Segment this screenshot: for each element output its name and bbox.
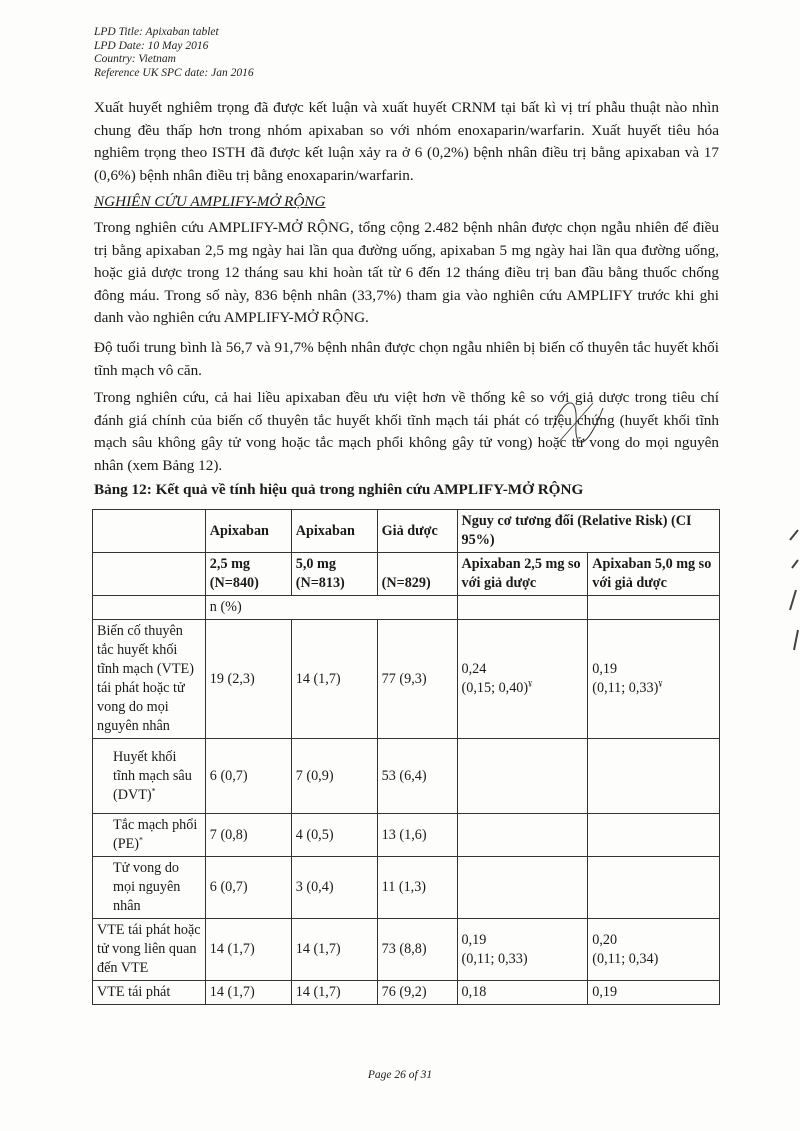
results-table <box>92 509 720 1005</box>
row-label: VTE tái phát hoặc tử vong liên quan đến VTE <box>93 919 206 981</box>
unit-label: n (%) <box>205 596 457 620</box>
cell-rr-50 <box>588 857 720 919</box>
cell-apixaban-50: 7 (0,9) <box>291 739 377 814</box>
cell-rr-25 <box>457 814 588 857</box>
cell-rr-25: 0,19 (0,11; 0,33) <box>457 919 588 981</box>
table-row <box>93 620 720 739</box>
cell-placebo: 53 (6,4) <box>377 739 457 814</box>
subheader-placebo: (N=829) <box>377 553 457 596</box>
cell-rr-25: 0,24 (0,15; 0,40)¥ <box>457 620 588 739</box>
paragraph-demographics: Độ tuổi trung bình là 56,7 và 91,7% bệnh nhân được chọn ngẫu nhiên bị biến cố thuyên tắc huyết khối tĩnh mạch vô căn. <box>94 339 719 379</box>
cell-placebo: 77 (9,3) <box>377 620 457 739</box>
header-relative-risk: Nguy cơ tương đối (Relative Risk) (CI 95%) <box>457 510 719 553</box>
page-number: Page 26 of 31 <box>367 1069 433 1081</box>
paragraph-study-design: Trong nghiên cứu AMPLIFY-MỞ RỘNG, tổng cộng 2.482 bệnh nhân được chọn ngẫu nhiên để điều trị bằng apixaban 2,5 mg ngày hai lần qua đường uống, apixaban 5 mg ngày hai lần qua đường uống, hoặc giả dược trong 12 tháng sau khi hoàn tất từ 6 đến 12 tháng điều trị ban đầu bằng thuốc chống đông máu. Trong số này, 836 bệnh nhân (33,7%) tham gia vào nghiên cứu AMPLIFY trước khi ghi danh vào nghiên cứu AMPLIFY-MỞ RỘNG. <box>94 219 719 326</box>
subheader-apixaban-25: 2,5 mg (N=840) <box>205 553 291 596</box>
paragraph-results: Trong nghiên cứu, cả hai liều apixaban đều ưu việt hơn về thống kê so với giả dược trong tiêu chí đánh giá chính của biến cố thuyên tắc huyết khối tĩnh mạch tái phát có triệu chứng (huyết khối tĩnh mạch sâu không gây tử vong hoặc tắc mạch phổi không gây tử vong) hoặc tử vong do mọi nguyên nhân (xem Bảng 12). <box>94 389 719 474</box>
header-placebo: Giả dược <box>377 510 457 553</box>
subheader-rr-50: Apixaban 5,0 mg so với giả dược <box>588 553 720 596</box>
cell-rr-25 <box>457 739 588 814</box>
paragraph-bleeding: Xuất huyết nghiêm trọng đã được kết luận và xuất huyết CRNM tại bất kì vị trí phẫu thuật nào nhìn chung đều thấp hơn trong nhóm apixaban so với nhóm enoxaparin/warfarin. Xuất huyết tiêu hóa nghiêm trọng theo ISTH đã được kết luận xảy ra ở 6 (0,2%) bệnh nhân điều trị bằng apixaban và 17 (0,6%) bệnh nhân điều trị bằng enoxaparin/warfarin. <box>94 99 719 184</box>
cell-placebo: 11 (1,3) <box>377 857 457 919</box>
subheader-rr-25: Apixaban 2,5 mg so với giả dược <box>457 553 588 596</box>
table-header-row <box>93 510 720 553</box>
cell-rr-25 <box>457 857 588 919</box>
cell-apixaban-50: 14 (1,7) <box>291 981 377 1005</box>
document-header <box>94 26 254 80</box>
table-subheader-row <box>93 553 720 596</box>
table-title: Bảng 12: Kết quả về tính hiệu quả trong nghiên cứu AMPLIFY-MỞ RỘNG <box>94 481 584 498</box>
header-country: Country: Vietnam <box>94 53 176 65</box>
header-title: LPD Title: Apixaban tablet <box>94 26 219 38</box>
cell-apixaban-25: 14 (1,7) <box>205 919 291 981</box>
header-apixaban-25: Apixaban <box>205 510 291 553</box>
header-reference: Reference UK SPC date: Jan 2016 <box>94 66 254 79</box>
table-row <box>93 739 720 814</box>
cell-rr-50 <box>588 739 720 814</box>
cell-apixaban-50: 4 (0,5) <box>291 814 377 857</box>
table-row <box>93 857 720 919</box>
row-label: Tắc mạch phổi (PE)* <box>93 814 206 857</box>
cell-rr-50: 0,19 <box>588 981 720 1005</box>
edge-stamp-mark <box>786 520 800 683</box>
cell-rr-50: 0,20 (0,11; 0,34) <box>588 919 720 981</box>
row-label: Tử vong do mọi nguyên nhân <box>93 857 206 919</box>
table-row <box>93 919 720 981</box>
section-heading: NGHIÊN CỨU AMPLIFY-MỞ RỘNG <box>94 193 326 210</box>
subheader-apixaban-50: 5,0 mg (N=813) <box>291 553 377 596</box>
cell-apixaban-50: 3 (0,4) <box>291 857 377 919</box>
cell-placebo: 76 (9,2) <box>377 981 457 1005</box>
table-row <box>93 981 720 1005</box>
cell-apixaban-25: 6 (0,7) <box>205 739 291 814</box>
cell-apixaban-50: 14 (1,7) <box>291 620 377 739</box>
cell-rr-25: 0,18 <box>457 981 588 1005</box>
header-date: LPD Date: 10 May 2016 <box>94 39 209 52</box>
cell-apixaban-25: 7 (0,8) <box>205 814 291 857</box>
row-label: Biến cố thuyên tắc huyết khối tĩnh mạch (VTE) tái phát hoặc tử vong do mọi nguyên nhân <box>93 620 206 739</box>
table-row <box>93 814 720 857</box>
cell-apixaban-25: 6 (0,7) <box>205 857 291 919</box>
cell-placebo: 73 (8,8) <box>377 919 457 981</box>
cell-apixaban-25: 19 (2,3) <box>205 620 291 739</box>
row-label: VTE tái phát <box>93 981 206 1005</box>
cell-apixaban-25: 14 (1,7) <box>205 981 291 1005</box>
header-apixaban-50: Apixaban <box>291 510 377 553</box>
row-label: Huyết khối tĩnh mạch sâu (DVT)* <box>93 739 206 814</box>
cell-rr-50 <box>588 814 720 857</box>
cell-placebo: 13 (1,6) <box>377 814 457 857</box>
cell-apixaban-50: 14 (1,7) <box>291 919 377 981</box>
table-unit-row <box>93 596 720 620</box>
cell-rr-50: 0,19 (0,11; 0,33)¥ <box>588 620 720 739</box>
signature-mark <box>548 388 608 458</box>
